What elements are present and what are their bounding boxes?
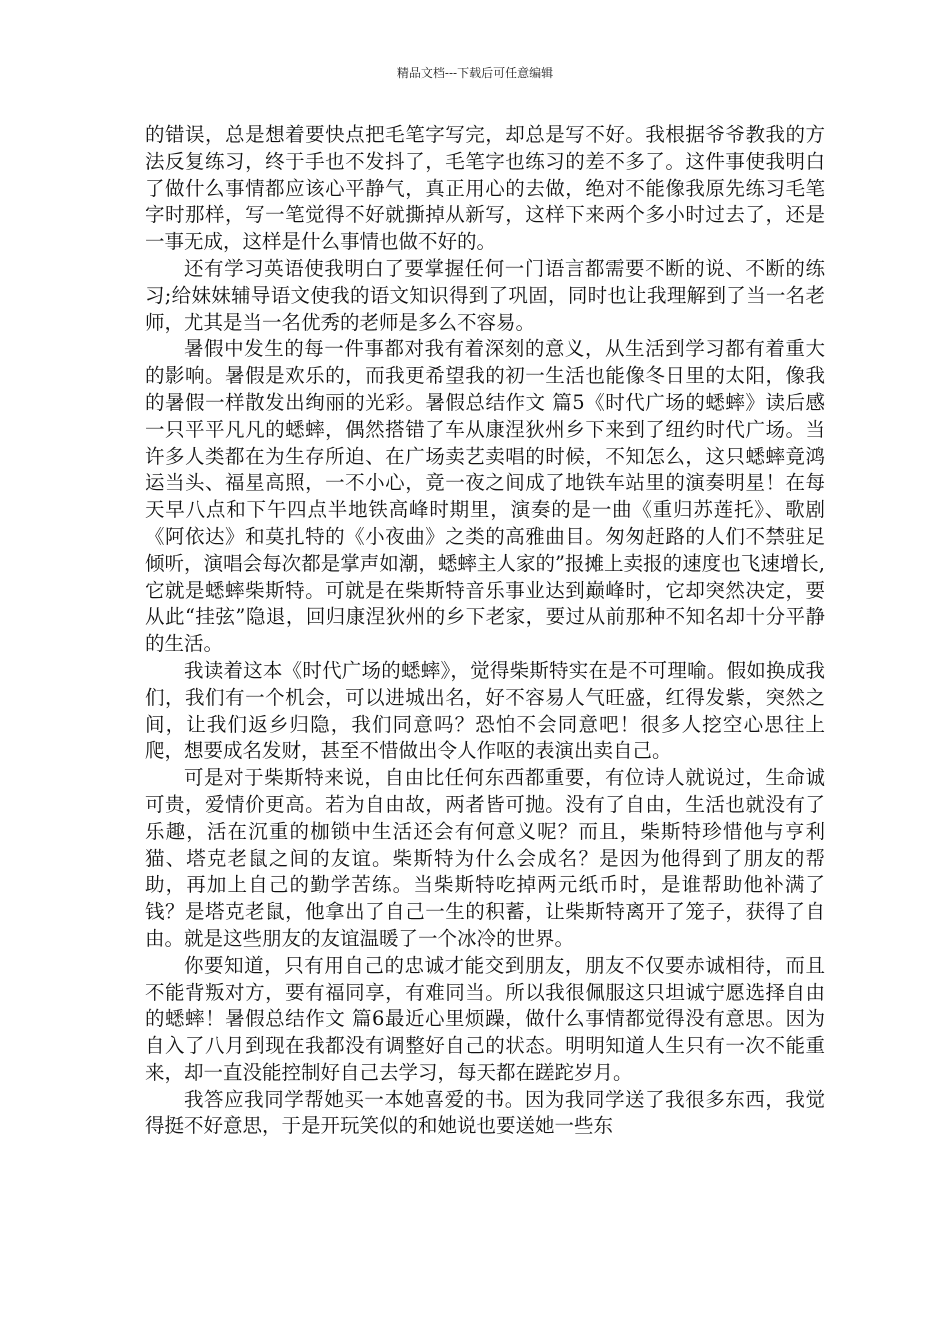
paragraph-2: 还有学习英语使我明白了要掌握任何一门语言都需要不断的说、不断的练习;给妹妹辅导语文使我的语文知识得到了巩固，同时也让我理解到了当一名老师，尤其是当一名优秀的老师是多么不容易。 [145,256,825,334]
paragraph-6: 你要知道，只有用自己的忠诚才能交到朋友，朋友不仅要赤诚相待，而且不能背叛对方，要有福同享，有难同当。所以我很佩服这只坦诚宁愿选择自由的蟋蟀！暑假总结作文 篇6最近心里烦躁，做什么事情都觉得没有意思。因为自入了八月到现在我都没有调整好自己的状态。明明知道人生只有一次不能重来，却一直没能控制好自己去学习，每天都在蹉跎岁月。 [145,953,825,1084]
paragraph-1: 的错误，总是想着要快点把毛笔字写完，却总是写不好。我根据爷爷教我的方法反复练习，终于手也不发抖了，毛笔字也练习的差不多了。这件事使我明白了做什么事情都应该心平静气，真正用心的去做，绝对不能像我原先练习毛笔字时那样，写一笔觉得不好就撕掉从新写，这样下来两个多小时过去了，还是一事无成，这样是什么事情也做不好的。 [145,123,825,254]
paragraph-4: 我读着这本《时代广场的蟋蟀》，觉得柴斯特实在是不可理喻。假如换成我们，我们有一个机会，可以进城出名，好不容易人气旺盛，红得发紫，突然之间，让我们返乡归隐，我们同意吗？恐怕不会同意吧！很多人挖空心思往上爬，想要成名发财，甚至不惜做出令人作呕的表演出卖自己。 [145,658,825,763]
paragraph-7: 我答应我同学帮她买一本她喜爱的书。因为我同学送了我很多东西，我觉得挺不好意思，于是开玩笑似的和她说也要送她一些东 [145,1087,825,1138]
paragraph-3: 暑假中发生的每一件事都对我有着深刻的意义，从生活到学习都有着重大的影响。暑假是欢乐的，而我更希望我的初一生活也能像冬日里的太阳，像我的暑假一样散发出绚丽的光彩。暑假总结作文 篇5《时代广场的蟋蟀》读后感 一只平平凡凡的蟋蟀，偶然搭错了车从康涅狄州乡下来到了纽约时代广场。当许多人类都在为生存所迫、在广场卖艺卖唱的时候，不知怎么，这只蟋蟀竟鸿运当头、福星高照，一不小心，竟一夜之间成了地铁车站里的演奏明星！在每天早八点和下午四点半地铁高峰时期里，演奏的是一曲《重归苏莲托》、歌剧《阿依达》和莫扎特的《小夜曲》之类的高雅曲目。匆匆赶路的人们不禁驻足倾听，演唱会每次都是掌声如潮，蟋蟀主人家的”报摊上卖报的速度也飞速增长,它就是蟋蟀柴斯特。可就是在柴斯特音乐事业达到巅峰时，它却突然决定，要从此“挂弦”隐退，回归康涅狄州的乡下老家，要过从前那种不知名却十分平静的生活。 [145,337,825,656]
paragraph-5: 可是对于柴斯特来说，自由比任何东西都重要，有位诗人就说过，生命诚可贵，爱情价更高。若为自由故，两者皆可抛。没有了自由，生活也就没有了乐趣，活在沉重的枷锁中生活还会有何意义呢？而且，柴斯特珍惜他与亨利猫、塔克老鼠之间的友谊。柴斯特为什么会成名？是因为他得到了朋友的帮助，再加上自己的勤学苦练。当柴斯特吃掉两元纸币时，是谁帮助他补满了钱？是塔克老鼠，他拿出了自己一生的积蓄，让柴斯特离开了笼子，获得了自由。就是这些朋友的友谊温暖了一个冰冷的世界。 [145,766,825,950]
document-body [145,122,825,1140]
page-header: 精品文档---下载后可任意编辑 [396,66,554,80]
